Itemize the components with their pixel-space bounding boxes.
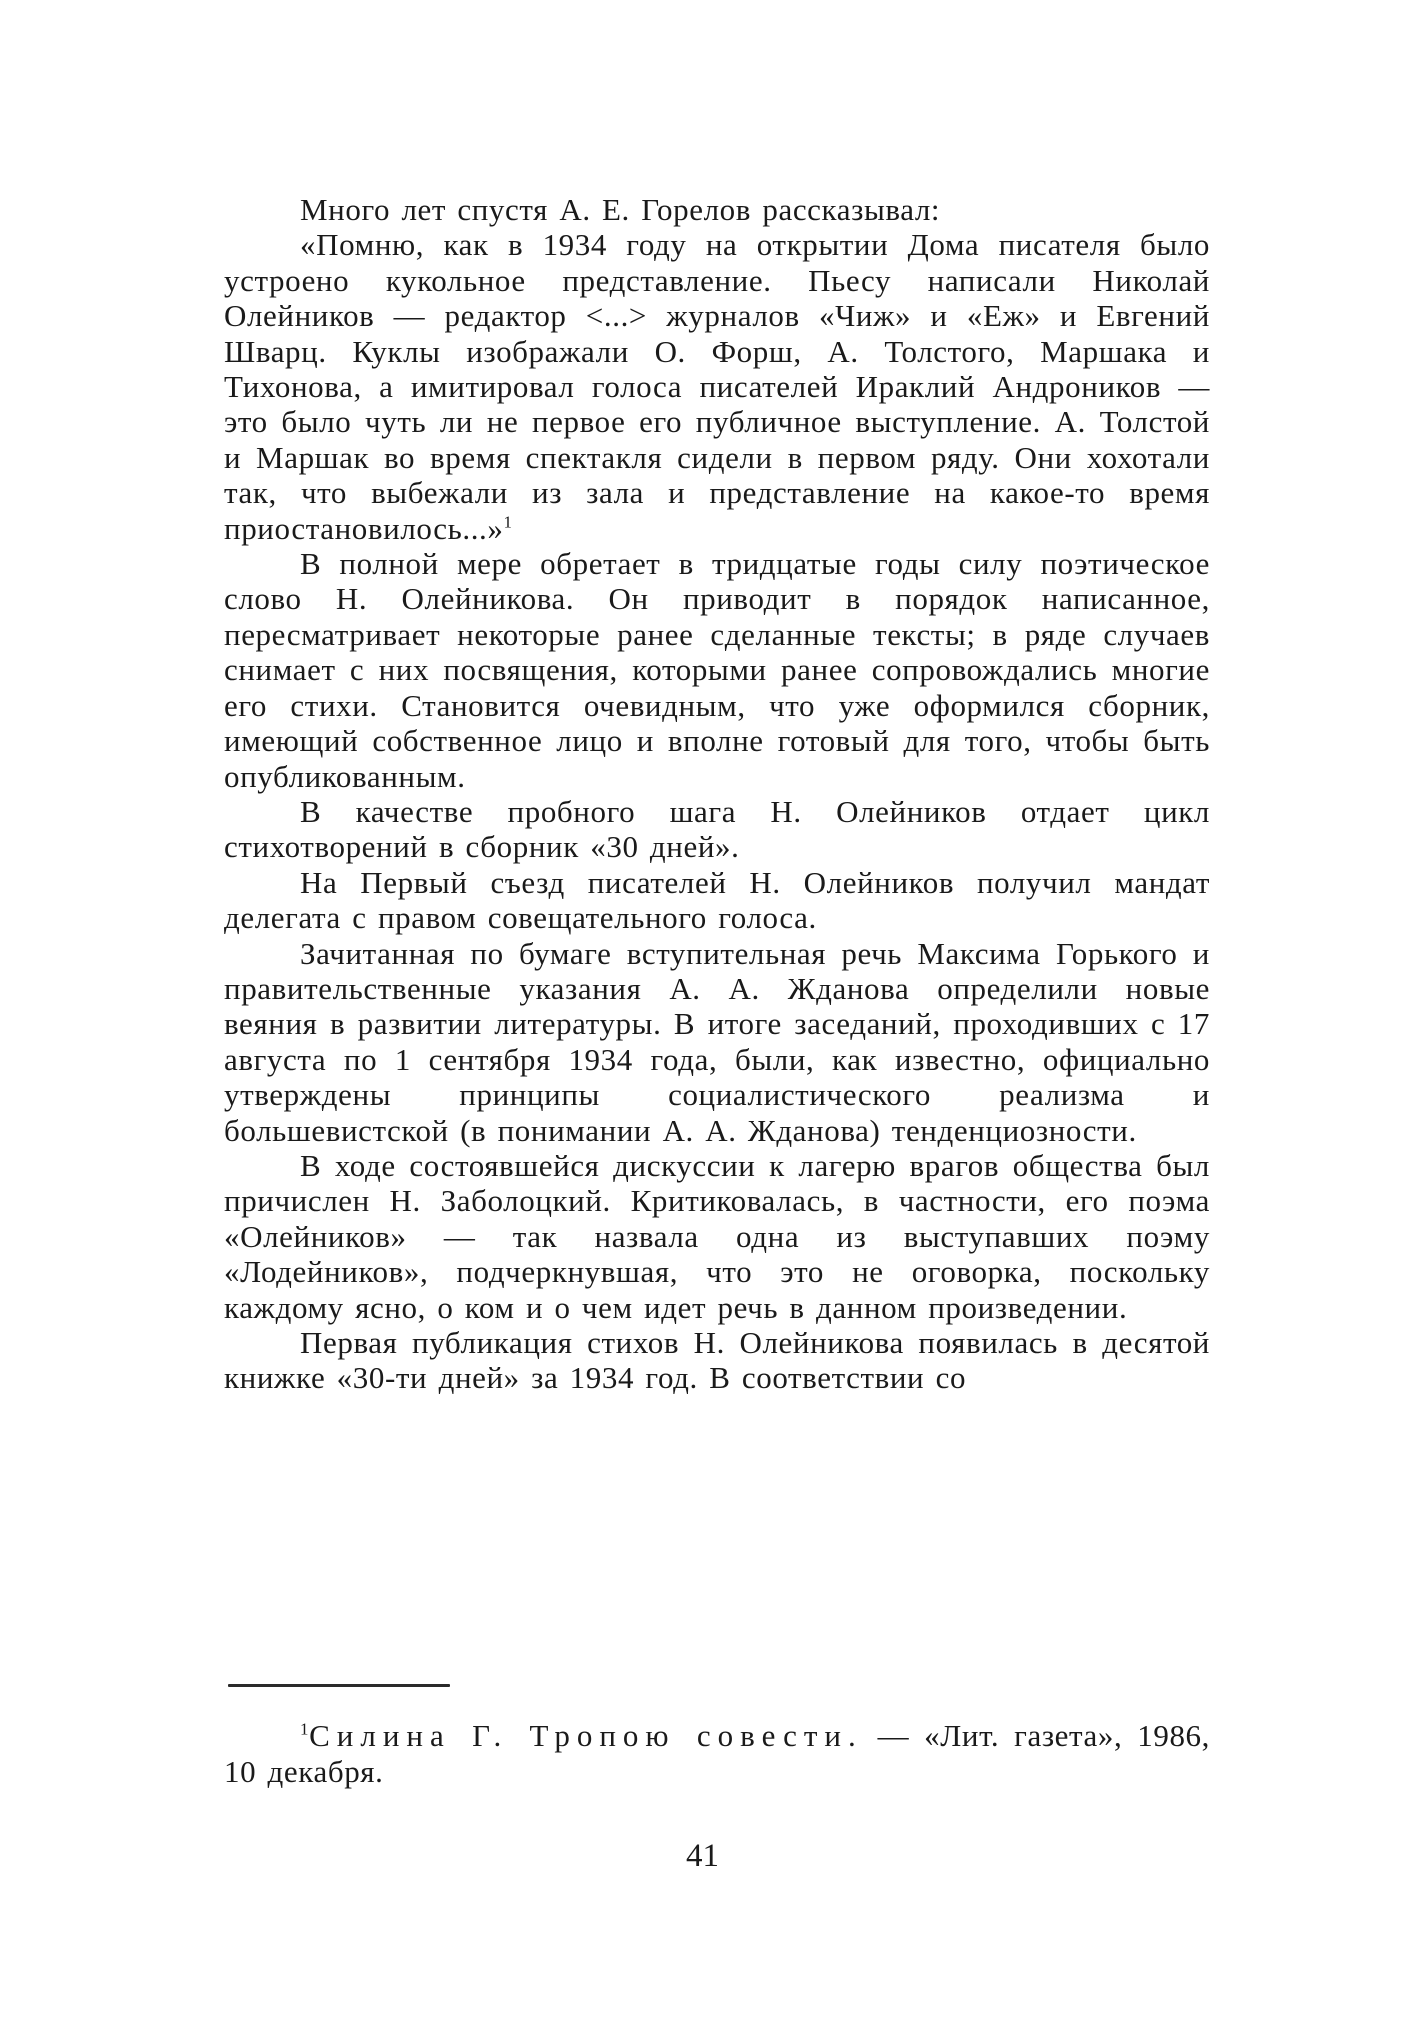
paragraph-6: Зачитанная по бумаге вступительная речь Максима Горького и правительственные указания А. А. Жданова определили новые веяния в развитии литературы. В итоге заседаний, проходивших с 17 августа по 1 сентября 1934 года, были, как известно, официально утверждены принципы социалистического реализма и большевистской (в понимании А. А. Жданова) тенденциозности. (224, 935, 1210, 1148)
paragraph-7: В ходе состоявшейся дискуссии к лагерю врагов общества был причислен Н. Заболоцкий. Критиковалась, в частности, его поэма «Олейников» — так назвала одна из выступавших поэму «Лодейников», подчеркнувшая, что это не оговорка, поскольку каждому ясно, о ком и о чем идет речь в данном произведении. (224, 1147, 1210, 1325)
footnote-reference[interactable]: 1 (503, 512, 513, 532)
main-text (224, 192, 1210, 1396)
footnote (224, 1718, 1210, 1790)
footnote-text (224, 1718, 1210, 1790)
paragraph-8: Первая публикация стихов Н. Олейникова появилась в десятой книжке «30-ти дней» за 1934 год. В соответствии со (224, 1325, 1210, 1396)
paragraph-4: В качестве пробного шага Н. Олейников отдает цикл стихотворений в сборник «30 дней». (224, 793, 1210, 865)
footnote-source: — «Лит. газета», 1986, 10 декабря. (224, 1718, 1211, 1789)
paragraph-5: На Первый съезд писателей Н. Олейников получил мандат делегата с правом совещательного голоса. (224, 864, 1210, 936)
paragraph-1: Много лет спустя А. Е. Горелов рассказывал: (300, 192, 941, 227)
footnote-marker: 1 (300, 1719, 310, 1739)
footnote-divider (228, 1684, 450, 1687)
paragraph-2-text: «Помню, как в 1934 году на открытии Дома писателя было устроено кукольное представление. Пьесу написали Николай Олейников — редактор <...> журналов «Чиж» и «Еж» и Евгений Шварц. Куклы изображали О. Форш, А. Толстого, Маршака и Тихонова, а имитировал голоса писателей Ираклий Андроников — это было чуть ли не первое его публичное выступление. А. Толстой и Маршак во время спектакля сидели в первом ряду. Они хохотали так, что выбежали из зала и представление на какое-то время приостановилось...» (224, 227, 1210, 546)
paragraph-2 (224, 227, 1210, 546)
page-number: 41 (686, 1838, 719, 1874)
paragraph-3: В полной мере обретает в тридцатые годы силу поэтическое слово Н. Олейникова. Он приводит в порядок написанное, пересматривает некоторые ранее сделанные тексты; в ряде случаев снимает с них посвящения, которыми ранее сопровождались многие его стихи. Становится очевидным, что уже оформился сборник, имеющий собственное лицо и вполне готовый для того, чтобы быть опубликованным. (224, 546, 1210, 794)
footnote-author-title: Силина Г. Тропою совести. (309, 1718, 863, 1753)
